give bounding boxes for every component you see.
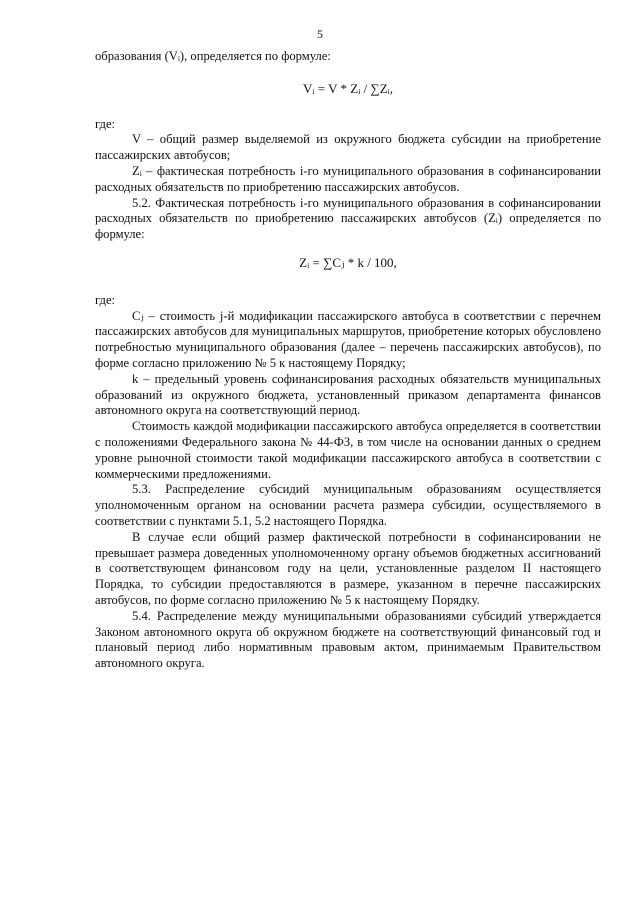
paragraph-5-2: 5.2. Фактическая потребность i-го муниципального образования в софинансировании расходных обязательств по приобретению пассажирских автобусов (Zᵢ) определяется по формуле: xyxy=(95,195,601,242)
paragraph-5-3: 5.3. Распределение субсидий муниципальным образованиям осуществляется уполномоченным органом на основании расчета размера субсидии, осуществляемого в соответствии с пунктами 5.1, 5.2 настоящего Порядка. xyxy=(95,482,601,528)
paragraph-5-4: 5.4. Распределение между муниципальными образованиями субсидий утверждается Законом автономного округа об окружном бюджете на соответствующий финансовый год и плановый период либо нормативным правовым актом, принимаемым Правительством автономного округа. xyxy=(95,608,601,671)
where-label-2: где: xyxy=(95,292,116,307)
definition-k: k – предельный уровень софинансирования расходных обязательств муниципальных образований из окружного бюджета, установленный приказом департамента финансов автономного округа на соответствующий период. xyxy=(95,371,601,418)
definition-cj: Cⱼ – стоимость j-й модификации пассажирского автобуса в соответствии с перечнем пассажирских автобусов для муниципальных маршрутов, приобретение которых обусловлено потребностью муниципального образования (далее – перечень пассажирских автобусов), по форме согласно приложению № 5 к настоящему Порядку; xyxy=(95,308,602,370)
where-label-1: где: xyxy=(95,116,116,131)
paragraph-cost: Стоимость каждой модификации пассажирского автобуса определяется в соответствии с положениями Федерального закона № 44-ФЗ, в том числе на основании данных о среднем уровне рыночной стоимости такой модификации пассажирского автобуса в соответствии с коммерческими предложениями. xyxy=(95,419,601,481)
formula-zi: Zᵢ = ∑Cⱼ * k / 100, xyxy=(299,254,397,270)
intro-line: образования (Vᵢ), определяется по формуле: xyxy=(95,49,331,63)
page-number: 5 xyxy=(317,27,323,41)
formula-vi: Vᵢ = V * Zᵢ / ∑Zᵢ, xyxy=(302,80,394,96)
definition-zi: Zᵢ – фактическая потребность i-го муниципального образования в софинансировании расходных обязательств по приобретению пассажирских автобусов. xyxy=(95,163,601,194)
definition-v: V – общий размер выделяемой из окружного бюджета субсидии на приобретение пассажирских автобусов; xyxy=(95,132,601,163)
paragraph-case: В случае если общий размер фактической потребности в софинансировании не превышает размера доведенных уполномоченному органу объемов бюджетных ассигнований в соответствующем финансовом году на цели, установленные разделом II настоящего Порядка, то субсидии предоставляются в размере, указанном в перечне пассажирских автобусов, по форме согласно приложению № 5 к настоящему Порядку. xyxy=(95,529,601,607)
document-body xyxy=(95,49,601,672)
